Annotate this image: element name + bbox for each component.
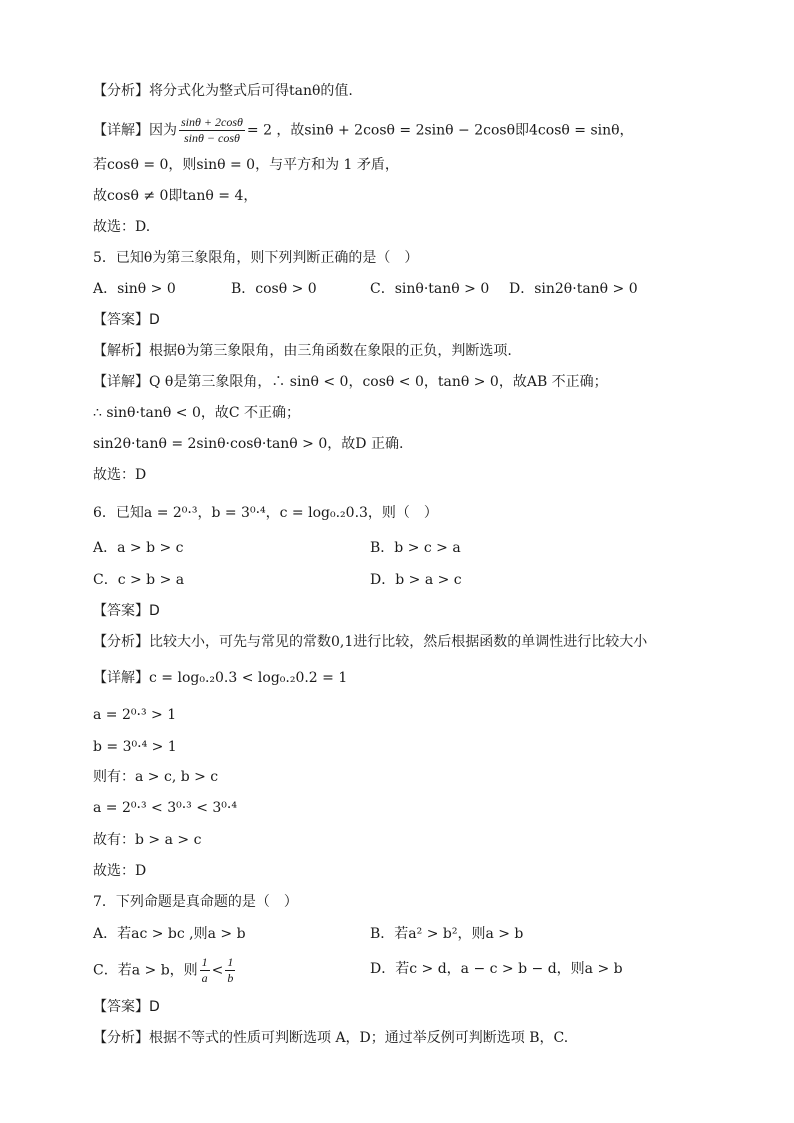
text-line: sin2θ·tanθ = 2sinθ·cosθ·tanθ > 0，故D 正确. bbox=[93, 436, 404, 452]
detail-line: 【详解】Q θ是第三象限角，∴ sinθ < 0，cosθ < 0，tanθ > 0，故AB 不正确； bbox=[93, 374, 608, 390]
option-a: A．a > b > c bbox=[93, 540, 184, 556]
analysis-line: 【分析】比较大小，可先与常见的常数0,1进行比较，然后根据函数的单调性进行比较大小 bbox=[93, 634, 648, 650]
detail-suffix: = 2 ，故sinθ + 2cosθ = 2sinθ − 2cosθ即4cosθ = sinθ， bbox=[246, 122, 634, 139]
text-line: 故选：D bbox=[93, 467, 147, 483]
analysis-line: 【分析】根据不等式的性质可判断选项 A，D；通过举反例可判断选项 B，C. bbox=[93, 1030, 569, 1046]
answer-line: 【答案】D bbox=[93, 312, 160, 328]
option-c bbox=[93, 955, 237, 986]
option-d: D．若c > d，a − c > b − d，则a > b bbox=[370, 961, 623, 977]
analysis-line: 【分析】将分式化为整式后可得tanθ的值. bbox=[93, 83, 353, 99]
option-d: D．sin2θ·tanθ > 0 bbox=[509, 281, 638, 297]
option-b: B．若a² > b²，则a > b bbox=[370, 926, 524, 942]
solution-line: 【解析】根据θ为第三象限角，由三角函数在象限的正负，判断选项. bbox=[93, 343, 512, 359]
option-a: A．若ac > bc ,则a > b bbox=[93, 926, 246, 942]
fraction-numerator: 1 bbox=[227, 955, 234, 969]
option-b: B．cosθ > 0 bbox=[231, 281, 317, 297]
less-than: < bbox=[211, 962, 224, 979]
text-line: 故选：D. bbox=[93, 219, 151, 235]
detail-line: 【详解】c = log₀.₂0.3 < log₀.₂0.2 = 1 bbox=[93, 670, 348, 686]
question-5: 5．已知θ为第三象限角，则下列判断正确的是（ ） bbox=[93, 250, 419, 266]
text-line: ∴ sinθ·tanθ < 0，故C 不正确； bbox=[93, 405, 301, 421]
detail-line bbox=[93, 115, 634, 146]
fraction bbox=[225, 955, 235, 986]
math-line: a = 2⁰·³ < 3⁰·³ < 3⁰·⁴ bbox=[93, 800, 237, 816]
text-line: 故选：D bbox=[93, 863, 147, 879]
option-a: A．sinθ > 0 bbox=[93, 281, 176, 297]
math-line: a = 2⁰·³ > 1 bbox=[93, 707, 177, 723]
option-b: B．b > c > a bbox=[370, 540, 461, 556]
text-line: 则有：a > c, b > c bbox=[93, 769, 219, 785]
answer-line: 【答案】D bbox=[93, 999, 160, 1015]
fraction-numerator: 1 bbox=[201, 955, 208, 969]
math-line: b = 3⁰·⁴ > 1 bbox=[93, 739, 177, 755]
detail-prefix: 【详解】因为 bbox=[93, 122, 177, 139]
fraction-denominator: sinθ − cosθ bbox=[184, 131, 240, 145]
text-line: 故有：b > a > c bbox=[93, 832, 202, 848]
text-line: 若cosθ = 0，则sinθ = 0，与平方和为 1 矛盾， bbox=[93, 157, 399, 173]
question-7: 7．下列命题是真命题的是（ ） bbox=[93, 894, 298, 910]
answer-line: 【答案】D bbox=[93, 603, 160, 619]
question-6: 6．已知a = 2⁰·³，b = 3⁰·⁴，c = log₀.₂0.3，则（ ） bbox=[93, 505, 438, 521]
option-d: D．b > a > c bbox=[370, 572, 462, 588]
option-c-prefix: C．若a > b，则 bbox=[93, 962, 198, 979]
fraction-denominator: a bbox=[201, 971, 208, 985]
text-line: 故cosθ ≠ 0即tanθ = 4， bbox=[93, 188, 258, 204]
option-c: C．c > b > a bbox=[93, 572, 185, 588]
fraction-numerator: sinθ + 2cosθ bbox=[181, 115, 243, 129]
fraction bbox=[200, 955, 210, 986]
fraction-denominator: b bbox=[227, 971, 234, 985]
option-c: C．sinθ·tanθ > 0 bbox=[370, 281, 490, 297]
fraction bbox=[179, 115, 245, 146]
